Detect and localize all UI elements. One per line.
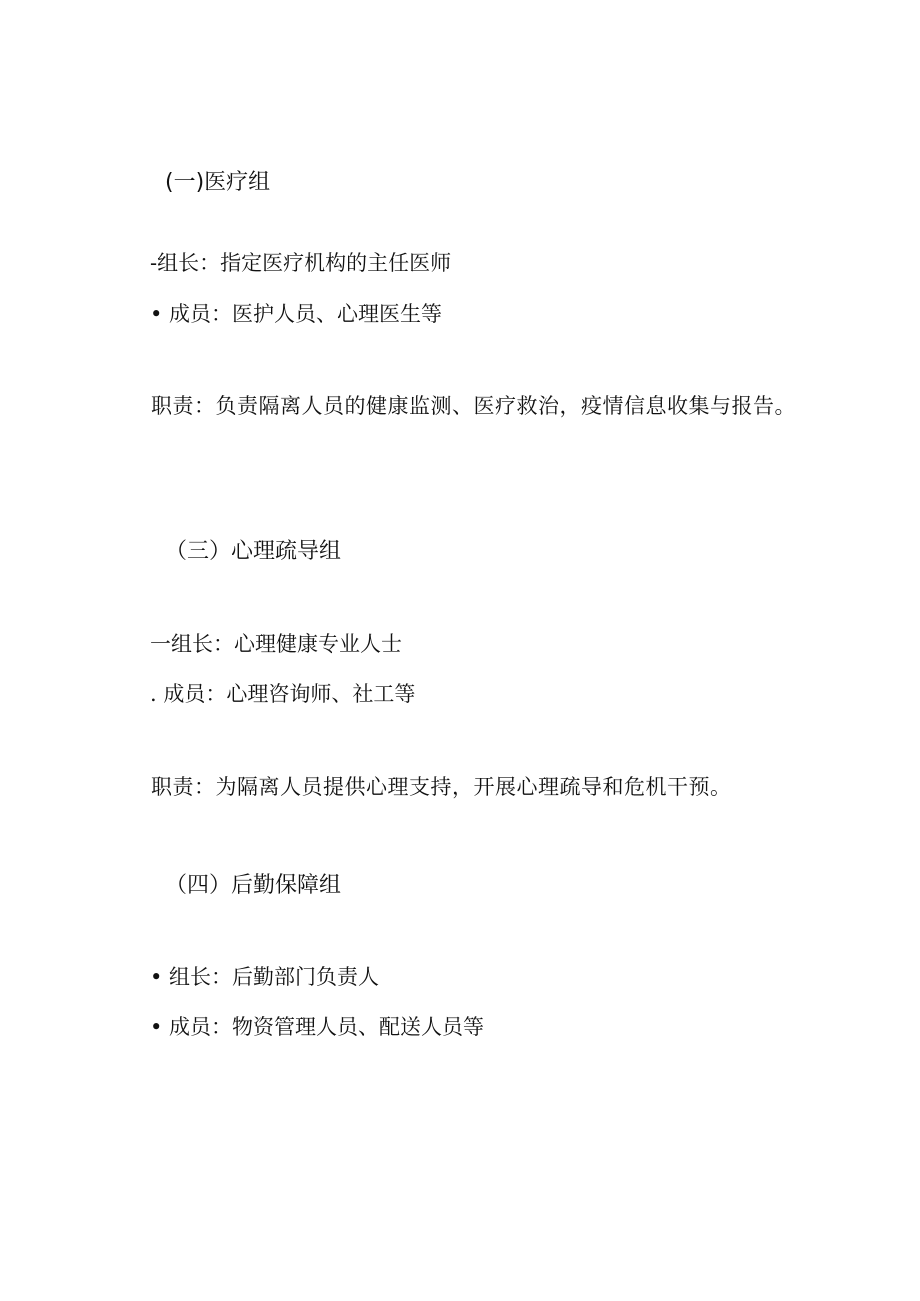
logistics-members-line: • 成员：物资管理人员、配送人员等 (150, 1015, 485, 1039)
medical-members-line: • 成员：医护人员、心理医生等 (150, 302, 443, 326)
section-heading-logistics: （四）后勤保障组 (165, 873, 342, 898)
logistics-leader-line: • 组长：后勤部门负责人 (150, 965, 380, 989)
section-heading-medical: (一)医疗组 (165, 170, 271, 195)
section-heading-psychological: （三）心理疏导组 (165, 539, 342, 564)
psychological-members-line: . 成员：心理咨询师、社工等 (150, 682, 416, 706)
psychological-leader-line: 一组长：心理健康专业人士 (150, 632, 402, 656)
medical-duty-paragraph: 职责：负责隔离人员的健康监测、医疗救治，疫情信息收集与报告。 (151, 394, 796, 418)
medical-leader-line: -组长：指定医疗机构的主任医师 (150, 251, 452, 275)
psychological-duty-paragraph: 职责：为隔离人员提供心理支持，开展心理疏导和危机干预。 (151, 775, 732, 799)
